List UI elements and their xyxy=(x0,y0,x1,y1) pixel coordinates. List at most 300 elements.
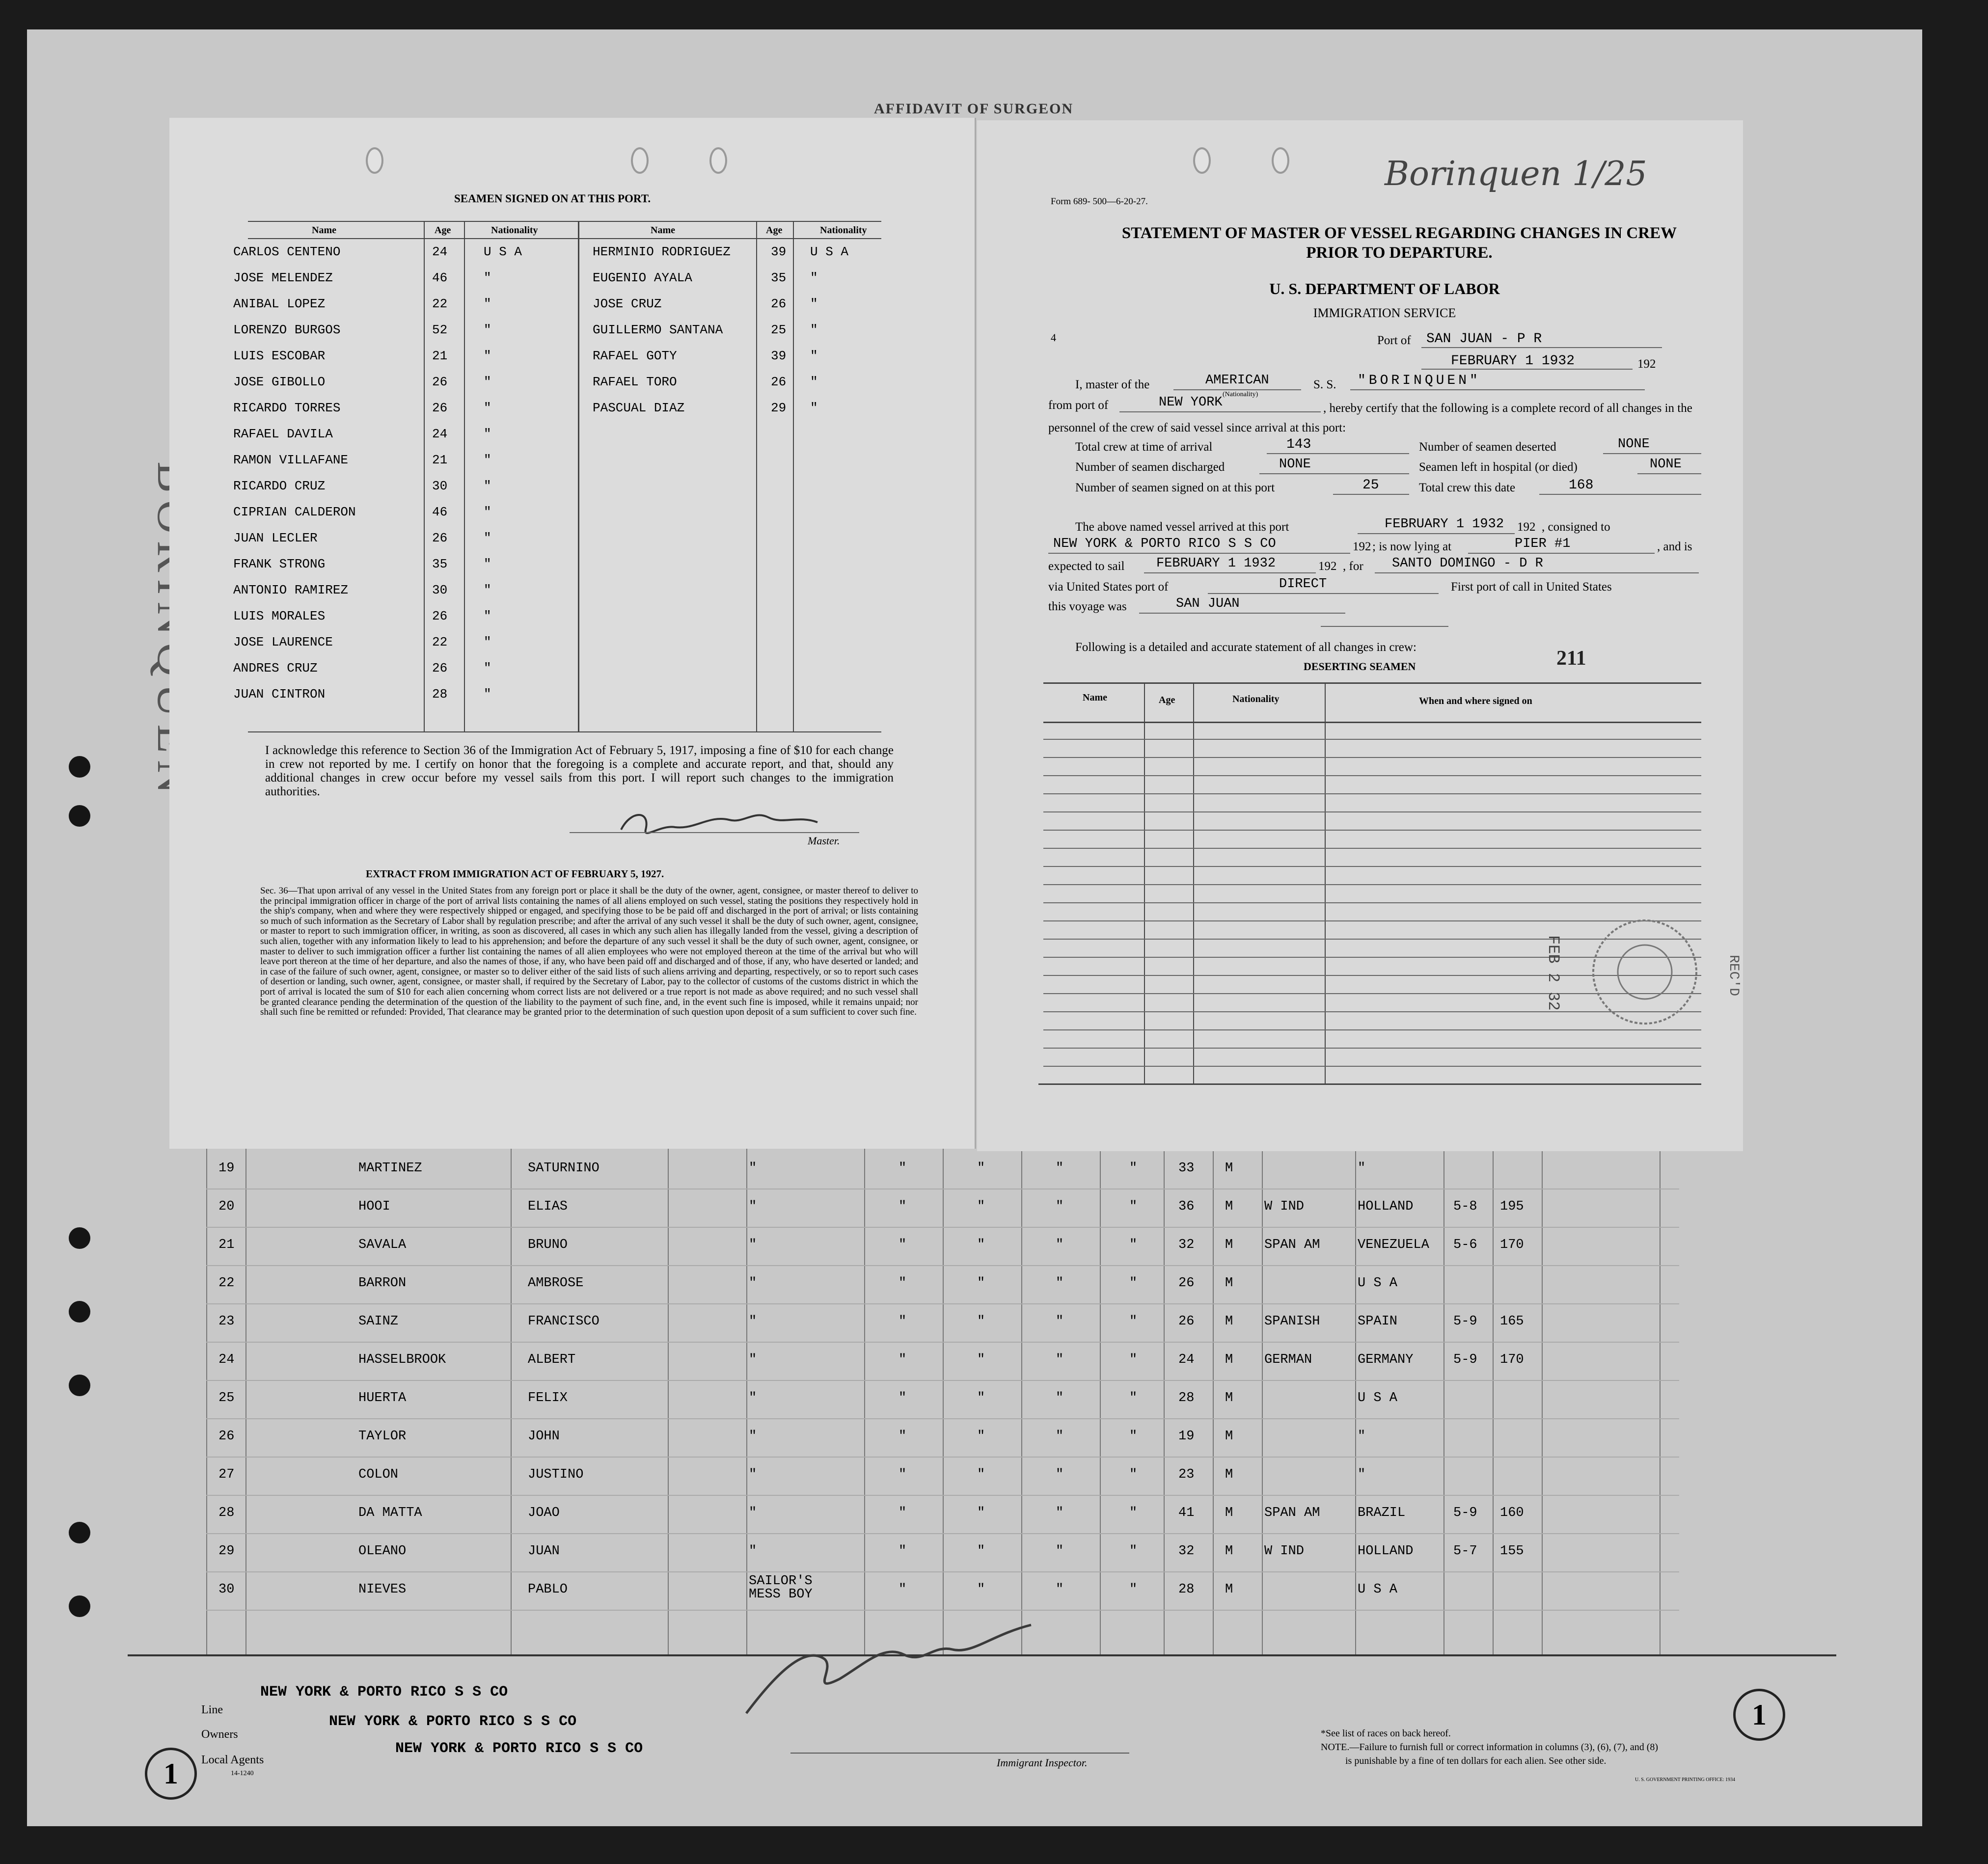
inspector-signature xyxy=(736,1615,1041,1728)
manifest-nationality: " xyxy=(1358,1467,1366,1482)
manifest-nationality: " xyxy=(1358,1429,1366,1444)
inspector-label: Immigrant Inspector. xyxy=(997,1756,1088,1769)
manifest-row xyxy=(0,1496,1524,1534)
underline xyxy=(1267,453,1409,454)
manifest-given-name: JUAN xyxy=(528,1544,560,1559)
manifest-occupation: SAILOR'S MESS BOY xyxy=(749,1574,813,1602)
table-col-line xyxy=(464,221,465,731)
year-suffix: 192 xyxy=(1353,540,1371,553)
manifest-ditto-mark: " xyxy=(1129,1467,1138,1482)
col-header-age: Age xyxy=(435,225,451,236)
manifest-occupation: " xyxy=(749,1276,757,1291)
manifest-weight: 155 xyxy=(1500,1544,1524,1559)
seaman-name: LUIS ESCOBAR xyxy=(233,349,326,363)
seaman-nationality: " xyxy=(484,401,491,415)
page-number-circle: 1 xyxy=(1733,1689,1785,1741)
deserting-row-line xyxy=(1043,830,1701,831)
manifest-ditto-mark: " xyxy=(1056,1582,1064,1597)
underline xyxy=(1603,453,1701,454)
manifest-height: 5-9 xyxy=(1453,1506,1477,1520)
manifest-ditto-mark: " xyxy=(1129,1161,1138,1176)
col-header-name: Name xyxy=(651,225,675,236)
manifest-ditto-mark: " xyxy=(899,1544,907,1559)
manifest-ditto-mark: " xyxy=(1056,1467,1064,1482)
year-suffix: 192 xyxy=(1517,520,1536,534)
manifest-ditto-mark: " xyxy=(899,1352,907,1367)
manifest-ditto-mark: " xyxy=(977,1467,985,1482)
manifest-ditto-mark: " xyxy=(1056,1276,1064,1291)
manifest-row xyxy=(0,1228,1524,1266)
handwritten-note: Borinquen 1/25 xyxy=(1385,155,1647,193)
seaman-nationality: " xyxy=(810,401,818,415)
manifest-ditto-mark: " xyxy=(899,1582,907,1597)
deserting-row-line xyxy=(1043,902,1701,903)
col-header-nationality: Nationality xyxy=(491,225,538,236)
manifest-ditto-mark: " xyxy=(1129,1276,1138,1291)
seaman-nationality: " xyxy=(484,635,491,649)
seaman-nationality: U S A xyxy=(810,244,849,259)
punch-hole xyxy=(69,805,90,827)
seaman-name: PASCUAL DIAZ xyxy=(593,401,685,415)
manifest-ditto-mark: " xyxy=(1129,1429,1138,1444)
handwritten-number: 211 xyxy=(1556,647,1586,670)
ss-label: S. S. xyxy=(1313,378,1336,391)
right-page xyxy=(977,120,1743,1151)
page-number-circle-left: 1 xyxy=(145,1748,197,1800)
seaman-name: RAFAEL TORO xyxy=(593,375,677,389)
manifest-surname: MARTINEZ xyxy=(358,1161,422,1176)
seaman-age: 21 xyxy=(432,349,448,363)
table-bottom-rule xyxy=(248,731,881,732)
manifest-given-name: BRUNO xyxy=(528,1238,568,1252)
manifest-row xyxy=(0,1381,1473,1419)
seaman-age: 22 xyxy=(432,297,448,311)
seaman-name: FRANK STRONG xyxy=(233,557,326,571)
left-page xyxy=(169,118,976,1149)
total-crew-date-value: 168 xyxy=(1569,478,1594,493)
table-col-line xyxy=(793,221,794,731)
deserted-label: Number of seamen deserted xyxy=(1419,440,1556,454)
seaman-age: 26 xyxy=(771,375,787,389)
agents-label: Local Agents xyxy=(201,1754,264,1766)
seaman-age: 39 xyxy=(771,244,787,259)
manifest-row-number: 30 xyxy=(218,1582,235,1597)
manifest-occupation: " xyxy=(749,1314,757,1329)
manifest-ditto-mark: " xyxy=(977,1544,985,1559)
total-crew-date-label: Total crew this date xyxy=(1419,481,1516,494)
manifest-row-number: 28 xyxy=(218,1506,235,1520)
deserted-value: NONE xyxy=(1618,437,1650,452)
seaman-nationality: " xyxy=(484,323,491,337)
manifest-ditto-mark: " xyxy=(977,1391,985,1405)
manifest-sex: M xyxy=(1225,1506,1233,1520)
manifest-ditto-mark: " xyxy=(977,1238,985,1252)
title-line-2: PRIOR TO DEPARTURE. xyxy=(1306,244,1493,262)
manifest-ditto-mark: " xyxy=(899,1314,907,1329)
table-top-rule xyxy=(248,221,881,222)
manifest-height: 5-6 xyxy=(1453,1238,1477,1252)
manifest-surname: COLON xyxy=(358,1467,399,1482)
binder-hole xyxy=(631,147,649,174)
underline xyxy=(1421,369,1633,370)
arrived-value: FEBRUARY 1 1932 xyxy=(1385,517,1504,532)
manifest-nationality: SPAIN xyxy=(1358,1314,1398,1329)
table-col-line xyxy=(756,221,757,731)
seaman-nationality: " xyxy=(484,661,491,675)
manifest-nationality: GERMANY xyxy=(1358,1352,1414,1367)
manifest-sex: M xyxy=(1225,1391,1233,1405)
line-value: NEW YORK & PORTO RICO S S CO xyxy=(260,1684,508,1701)
seaman-name: RAFAEL GOTY xyxy=(593,349,677,363)
manifest-height: 5-9 xyxy=(1453,1314,1477,1329)
page-marker: 4 xyxy=(1051,331,1056,344)
manifest-sex: M xyxy=(1225,1276,1233,1291)
consigned-label: , consigned to xyxy=(1542,520,1610,534)
lying-label: ; is now lying at xyxy=(1372,540,1452,553)
manifest-row-number: 29 xyxy=(218,1544,235,1559)
manifest-ditto-mark: " xyxy=(977,1161,985,1176)
manifest-given-name: SATURNINO xyxy=(528,1161,599,1176)
seaman-age: 24 xyxy=(432,244,448,259)
title-line-1: STATEMENT OF MASTER OF VESSEL REGARDING CHANGES IN CREW xyxy=(1121,224,1677,242)
seaman-age: 46 xyxy=(432,270,448,285)
manifest-ditto-mark: " xyxy=(977,1199,985,1214)
underline xyxy=(1144,572,1316,573)
seaman-nationality: " xyxy=(484,427,491,441)
manifest-age: 23 xyxy=(1178,1467,1195,1482)
seaman-age: 26 xyxy=(432,661,448,675)
voyage-label: this voyage was xyxy=(1048,600,1127,613)
seaman-age: 30 xyxy=(432,583,448,597)
manifest-age: 28 xyxy=(1178,1582,1195,1597)
seaman-nationality: " xyxy=(484,297,491,311)
manifest-ditto-mark: " xyxy=(1056,1506,1064,1520)
manifest-nationality: VENEZUELA xyxy=(1358,1238,1429,1252)
arrived-label: The above named vessel arrived at this port xyxy=(1075,520,1289,534)
reced-stamp: REC'D xyxy=(1726,955,1741,997)
manifest-ditto-mark: " xyxy=(899,1506,907,1520)
manifest-surname: SAVALA xyxy=(358,1238,407,1252)
manifest-ditto-mark: " xyxy=(977,1506,985,1520)
manifest-surname: OLEANO xyxy=(358,1544,407,1559)
seaman-nationality: " xyxy=(484,557,491,571)
line-label: Line xyxy=(201,1703,223,1716)
binder-hole xyxy=(709,147,727,174)
manifest-given-name: ALBERT xyxy=(528,1352,576,1367)
manifest-nationality: U S A xyxy=(1358,1582,1398,1597)
manifest-race: SPAN AM xyxy=(1264,1238,1320,1252)
manifest-ditto-mark: " xyxy=(899,1276,907,1291)
seaman-name: GUILLERMO SANTANA xyxy=(593,323,723,337)
seaman-name: HERMINIO RODRIGUEZ xyxy=(593,244,731,259)
manifest-weight: 160 xyxy=(1500,1506,1524,1520)
manifest-race: GERMAN xyxy=(1264,1352,1312,1367)
col-header-signed-on: When and where signed on xyxy=(1419,696,1532,706)
manifest-occupation: " xyxy=(749,1352,757,1367)
consignee-value: NEW YORK & PORTO RICO S S CO xyxy=(1053,537,1276,551)
deserting-heading: DESERTING SEAMEN xyxy=(1304,660,1416,673)
manifest-ditto-mark: " xyxy=(1129,1199,1138,1214)
printing-office: U. S. GOVERNMENT PRINTING OFFICE: 1934 xyxy=(1635,1777,1735,1783)
manifest-race: W IND xyxy=(1264,1544,1305,1559)
following-text: Following is a detailed and accurate statement of all changes in crew: xyxy=(1075,641,1416,654)
manifest-ditto-mark: " xyxy=(1056,1161,1064,1176)
deserting-row-line xyxy=(1043,739,1701,740)
punch-hole xyxy=(69,756,90,778)
inspector-signature-line xyxy=(790,1753,1129,1754)
total-crew-arrival-value: 143 xyxy=(1286,437,1311,452)
manifest-row-number: 25 xyxy=(218,1391,235,1405)
seaman-name: CARLOS CENTENO xyxy=(233,244,341,259)
seaman-nationality: " xyxy=(810,270,818,285)
seaman-nationality: " xyxy=(484,609,491,623)
manifest-nationality: HOLLAND xyxy=(1358,1544,1414,1559)
manifest-age: 36 xyxy=(1178,1199,1195,1214)
destination-value: SANTO DOMINGO - D R xyxy=(1392,556,1543,571)
binder-hole xyxy=(1272,147,1289,174)
manifest-sex: M xyxy=(1225,1314,1233,1329)
grid-line xyxy=(1542,1149,1543,1654)
owners-value: NEW YORK & PORTO RICO S S CO xyxy=(329,1713,577,1730)
manifest-surname: HOOI xyxy=(358,1199,390,1214)
col-header-name: Name xyxy=(312,225,336,236)
manifest-nationality: HOLLAND xyxy=(1358,1199,1414,1214)
acknowledgement-text: I acknowledge this reference to Section 36 of the Immigration Act of February 5, 1917, imposing a fine of $10 for each change in crew not reported by me. I certify on honor that the foregoing is a complete and accurate report, and that, should any additional changes in crew occur before my vessel sails from this port. I will report such changes to the immigration authorities. xyxy=(265,744,894,798)
total-crew-arrival-label: Total crew at time of arrival xyxy=(1075,440,1213,454)
seaman-nationality: " xyxy=(484,687,491,702)
seaman-name: JOSE MELENDEZ xyxy=(233,270,333,285)
certify-text: , hereby certify that the following is a complete record of all changes in the personnel of the crew of said vessel since arrival at this port: xyxy=(1048,402,1692,434)
and-is: , and is xyxy=(1657,540,1692,553)
manifest-race: SPAN AM xyxy=(1264,1506,1320,1520)
manifest-race: SPANISH xyxy=(1264,1314,1320,1329)
table-header-rule xyxy=(248,238,881,239)
manifest-sex: M xyxy=(1225,1467,1233,1482)
manifest-ditto-mark: " xyxy=(1056,1199,1064,1214)
nationality-caption: (Nationality) xyxy=(1223,391,1258,398)
manifest-occupation: " xyxy=(749,1506,757,1520)
seaman-age: 24 xyxy=(432,427,448,441)
deserting-row-line xyxy=(1043,1066,1701,1067)
underline xyxy=(1350,389,1645,390)
manifest-weight: 165 xyxy=(1500,1314,1524,1329)
seaman-nationality: " xyxy=(484,453,491,467)
manifest-row xyxy=(0,1419,1473,1458)
seaman-age: 25 xyxy=(771,323,787,337)
manifest-weight: 170 xyxy=(1500,1238,1524,1252)
manifest-row xyxy=(0,1534,1524,1572)
manifest-occupation: " xyxy=(749,1161,757,1176)
manifest-given-name: PABLO xyxy=(528,1582,568,1597)
underline xyxy=(1358,533,1515,534)
seaman-name: LUIS MORALES xyxy=(233,609,326,623)
seaman-name: JOSE LAURENCE xyxy=(233,635,333,649)
manifest-nationality: BRAZIL xyxy=(1358,1506,1406,1520)
voyage-value: SAN JUAN xyxy=(1176,596,1240,611)
seaman-name: ANDRES CRUZ xyxy=(233,661,318,675)
signed-on-value: 25 xyxy=(1362,478,1379,493)
manifest-age: 41 xyxy=(1178,1506,1195,1520)
manifest-ditto-mark: " xyxy=(1129,1506,1138,1520)
manifest-ditto-mark: " xyxy=(977,1352,985,1367)
footnote-failure: NOTE.—Failure to furnish full or correct information in columns (3), (6), (7), and (8) xyxy=(1321,1742,1659,1753)
manifest-ditto-mark: " xyxy=(977,1582,985,1597)
underline xyxy=(1637,473,1701,474)
manifest-ditto-mark: " xyxy=(899,1238,907,1252)
expected-label: expected to sail xyxy=(1048,560,1125,573)
manifest-sex: M xyxy=(1225,1544,1233,1559)
manifest-nationality: U S A xyxy=(1358,1391,1398,1405)
footnote-fine: is punishable by a fine of ten dollars for each alien. See other side. xyxy=(1345,1756,1607,1766)
manifest-ditto-mark: " xyxy=(1056,1314,1064,1329)
seaman-name: ANIBAL LOPEZ xyxy=(233,297,326,311)
manifest-given-name: JOHN xyxy=(528,1429,560,1444)
seaman-age: 28 xyxy=(432,687,448,702)
binder-hole xyxy=(1193,147,1211,174)
seaman-nationality: " xyxy=(810,323,818,337)
manifest-age: 24 xyxy=(1178,1352,1195,1367)
manifest-occupation: " xyxy=(749,1544,757,1559)
manifest-sex: M xyxy=(1225,1238,1233,1252)
manifest-ditto-mark: " xyxy=(977,1276,985,1291)
department: U. S. DEPARTMENT OF LABOR xyxy=(1269,280,1500,297)
manifest-age: 32 xyxy=(1178,1544,1195,1559)
manifest-surname: HUERTA xyxy=(358,1391,407,1405)
col-header-age: Age xyxy=(766,225,783,236)
manifest-occupation: " xyxy=(749,1199,757,1214)
manifest-ditto-mark: " xyxy=(899,1161,907,1176)
seaman-age: 35 xyxy=(771,270,787,285)
manifest-height: 5-9 xyxy=(1453,1352,1477,1367)
signed-on-label: Number of seamen signed on at this port xyxy=(1075,481,1275,494)
manifest-nationality: " xyxy=(1358,1161,1366,1176)
seaman-name: RAMON VILLAFANE xyxy=(233,453,349,467)
manifest-row xyxy=(0,1458,1473,1496)
first-port-label: First port of call in United States xyxy=(1451,580,1612,594)
seaman-name: CIPRIAN CALDERON xyxy=(233,505,356,519)
from-port-label: from port of xyxy=(1048,399,1109,412)
manifest-row xyxy=(0,1343,1524,1381)
year-suffix: 192 xyxy=(1318,560,1337,573)
manifest-ditto-mark: " xyxy=(1056,1238,1064,1252)
manifest-surname: DA MATTA xyxy=(358,1506,422,1520)
manifest-row-number: 23 xyxy=(218,1314,235,1329)
deserting-row-line xyxy=(1043,1029,1701,1030)
manifest-ditto-mark: " xyxy=(899,1391,907,1405)
grid-line xyxy=(1660,1149,1661,1654)
manifest-ditto-mark: " xyxy=(899,1467,907,1482)
underline xyxy=(1173,389,1301,390)
via-label: via United States port of xyxy=(1048,580,1169,594)
deserting-row-line xyxy=(1043,848,1701,849)
manifest-given-name: FELIX xyxy=(528,1391,568,1405)
table-col-line xyxy=(1144,682,1145,1085)
seaman-age: 26 xyxy=(432,609,448,623)
seaman-age: 46 xyxy=(432,505,448,519)
underline xyxy=(1468,553,1655,554)
seaman-age: 29 xyxy=(771,401,787,415)
extract-title: EXTRACT FROM IMMIGRATION ACT OF FEBRUARY 5, 1927. xyxy=(366,868,664,880)
port-label: Port of xyxy=(1377,334,1411,347)
manifest-race: W IND xyxy=(1264,1199,1305,1214)
manifest-nationality: U S A xyxy=(1358,1276,1398,1291)
manifest-height: 5-8 xyxy=(1453,1199,1477,1214)
manifest-ditto-mark: " xyxy=(1129,1314,1138,1329)
manifest-occupation: " xyxy=(749,1391,757,1405)
table-col-line xyxy=(1325,682,1326,1085)
seaman-name: JOSE GIBOLLO xyxy=(233,375,326,389)
manifest-age: 26 xyxy=(1178,1314,1195,1329)
form-code: 14-1240 xyxy=(231,1770,254,1777)
manifest-occupation: " xyxy=(749,1238,757,1252)
grid-line xyxy=(1493,1149,1494,1654)
seaman-name: RAFAEL DAVILA xyxy=(233,427,333,441)
manifest-weight: 195 xyxy=(1500,1199,1524,1214)
date-value: FEBRUARY 1 1932 xyxy=(1451,353,1575,369)
master-of-label: I, master of the xyxy=(1075,378,1150,391)
manifest-row-number: 24 xyxy=(218,1352,235,1367)
manifest-age: 26 xyxy=(1178,1276,1195,1291)
manifest-row-number: 20 xyxy=(218,1199,235,1214)
ship-name: "BORINQUEN" xyxy=(1358,373,1481,388)
underline xyxy=(1139,613,1345,614)
manifest-sex: M xyxy=(1225,1199,1233,1214)
hospital-value: NONE xyxy=(1650,457,1682,472)
nationality-value: AMERICAN xyxy=(1205,373,1269,388)
manifest-given-name: JOAO xyxy=(528,1506,560,1520)
seaman-age: 52 xyxy=(432,323,448,337)
manifest-ditto-mark: " xyxy=(1129,1352,1138,1367)
agents-value: NEW YORK & PORTO RICO S S CO xyxy=(395,1740,643,1757)
underline xyxy=(1539,494,1701,495)
col-header-age: Age xyxy=(1159,695,1175,705)
manifest-ditto-mark: " xyxy=(1129,1544,1138,1559)
master-label: Master. xyxy=(808,835,840,847)
seaman-age: 26 xyxy=(771,297,787,311)
manifest-surname: HASSELBROOK xyxy=(358,1352,446,1367)
discharged-label: Number of seamen discharged xyxy=(1075,460,1225,474)
underline xyxy=(1333,494,1409,495)
manifest-sex: M xyxy=(1225,1352,1233,1367)
manifest-row xyxy=(0,1189,1524,1228)
hospital-label: Seamen left in hospital (or died) xyxy=(1419,460,1578,474)
year-suffix: 192 xyxy=(1637,357,1656,371)
deserting-row-line xyxy=(1043,775,1701,776)
seaman-age: 30 xyxy=(432,479,448,493)
seaman-nationality: " xyxy=(484,349,491,363)
table-col-line xyxy=(578,221,579,731)
manifest-surname: TAYLOR xyxy=(358,1429,407,1444)
manifest-ditto-mark: " xyxy=(1129,1582,1138,1597)
via-value: DIRECT xyxy=(1279,577,1327,592)
row-rule xyxy=(206,1610,1679,1611)
table-top-rule xyxy=(1043,682,1701,684)
col-header-nationality: Nationality xyxy=(1232,694,1280,704)
seaman-age: 26 xyxy=(432,531,448,545)
received-date-stamp: FEB 2 32 xyxy=(1544,935,1562,1011)
col-header-nationality: Nationality xyxy=(820,225,867,236)
manifest-weight: 170 xyxy=(1500,1352,1524,1367)
manifest-ditto-mark: " xyxy=(899,1199,907,1214)
footnote-races: *See list of races on back hereof. xyxy=(1321,1728,1451,1739)
manifest-surname: SAINZ xyxy=(358,1314,399,1329)
seamen-table-title: SEAMEN SIGNED ON AT THIS PORT. xyxy=(454,192,651,205)
deserting-row-line xyxy=(1043,757,1701,758)
seaman-nationality: " xyxy=(484,531,491,545)
seaman-age: 35 xyxy=(432,557,448,571)
manifest-row xyxy=(0,1304,1524,1343)
deserting-row-line xyxy=(1043,793,1701,794)
